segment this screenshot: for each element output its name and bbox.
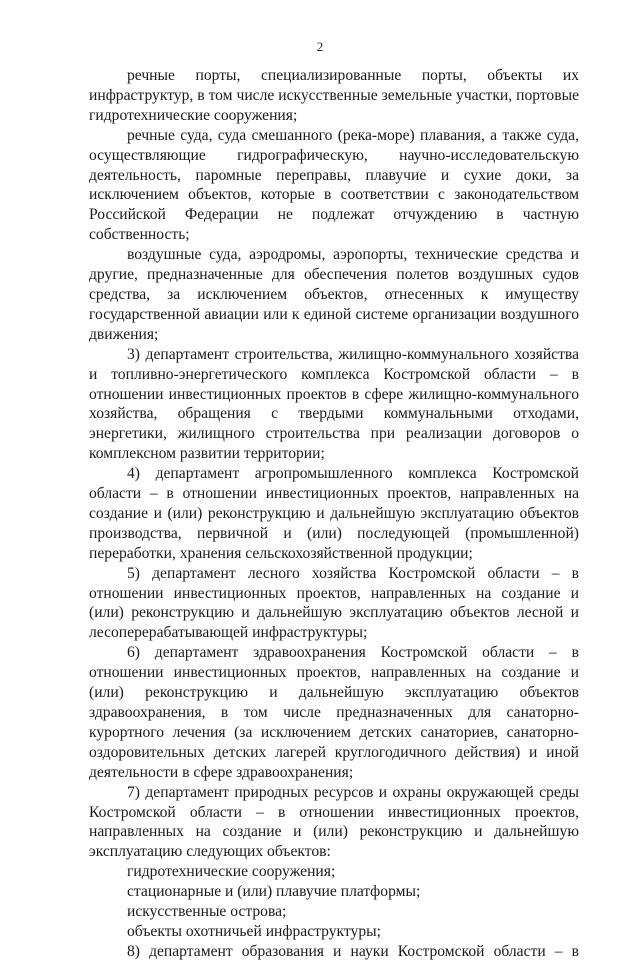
page-number: 2 [316,39,324,54]
paragraph-item-8-education: 8) департамент образования и науки Костромской области – в [127,942,579,960]
list-item: стационарные и (или) плавучие платформы; [127,883,421,901]
list-item: искусственные острова; [127,903,287,921]
paragraph-item-7-nature: 7) департамент природных ресурсов и охраны окружающей среды Костромской области – в отношении инвестиционных проектов, направленных на создание и (или) реконструкцию и дальнейшую эксплуатацию следующих объектов: [89,783,579,861]
list-item: гидротехнические сооружения; [127,863,336,881]
document-body [89,66,579,962]
paragraph-aircraft: воздушные суда, аэродромы, аэропорты, технические средства и другие, предназначенные для обеспечения полетов воздушных судов средства, за исключением объектов, отнесенных к имуществу государственной авиации или к единой системе организации воздушного движения; [89,246,579,343]
paragraph-item-6-healthcare: 6) департамент здравоохранения Костромской области – в отношении инвестиционных проектов, направленных на создание и (или) реконструкцию и дальнейшую эксплуатацию объектов здравоохранения, в том числе предназначенных для санаторно-курортного лечения (за исключением детских санаториев, санаторно-оздоровительных детских лагерей круглогодичного действия) и иной деятельности в сфере здравоохранения; [89,644,579,781]
paragraph-item-4-agro: 4) департамент агропромышленного комплекса Костромской области – в отношении инвестиционных проектов, направленных на создание и (или) реконструкцию и дальнейшую эксплуатацию объектов производства, первичной и (или) последующей (промышленной) переработки, хранения сельскохозяйственной продукции; [89,465,579,562]
paragraph-river-ports: речные порты, специализированные порты, объекты их инфраструктур, в том числе искусственные земельные участки, портовые гидротехнические сооружения; [89,67,579,124]
paragraph-river-vessels: речные суда, суда смешанного (река-море) плавания, а также суда, осуществляющие гидрографическую, научно-исследовательскую деятельность, паромные переправы, плавучие и сухие доки, за исключением объектов, которые в соответствии с законодательством Российской Федерации не подлежат отчуждению в частную собственность; [89,126,579,244]
paragraph-item-3-construction: 3) департамент строительства, жилищно-коммунального хозяйства и топливно-энергетического комплекса Костромской области – в отношении инвестиционных проектов в сфере жилищно-коммунального хозяйства, обращения с твердыми коммунальными отходами, энергетики, жилищного строительства при реализации договоров о комплексном развитии территории; [89,345,579,463]
list-item: объекты охотничьей инфраструктуры; [127,922,381,940]
paragraph-item-5-forestry: 5) департамент лесного хозяйства Костромской области – в отношении инвестиционных проектов, направленных на создание и (или) реконструкцию и дальнейшую эксплуатацию объектов лесной и лесоперерабатывающей инфраструктуры; [89,564,579,642]
